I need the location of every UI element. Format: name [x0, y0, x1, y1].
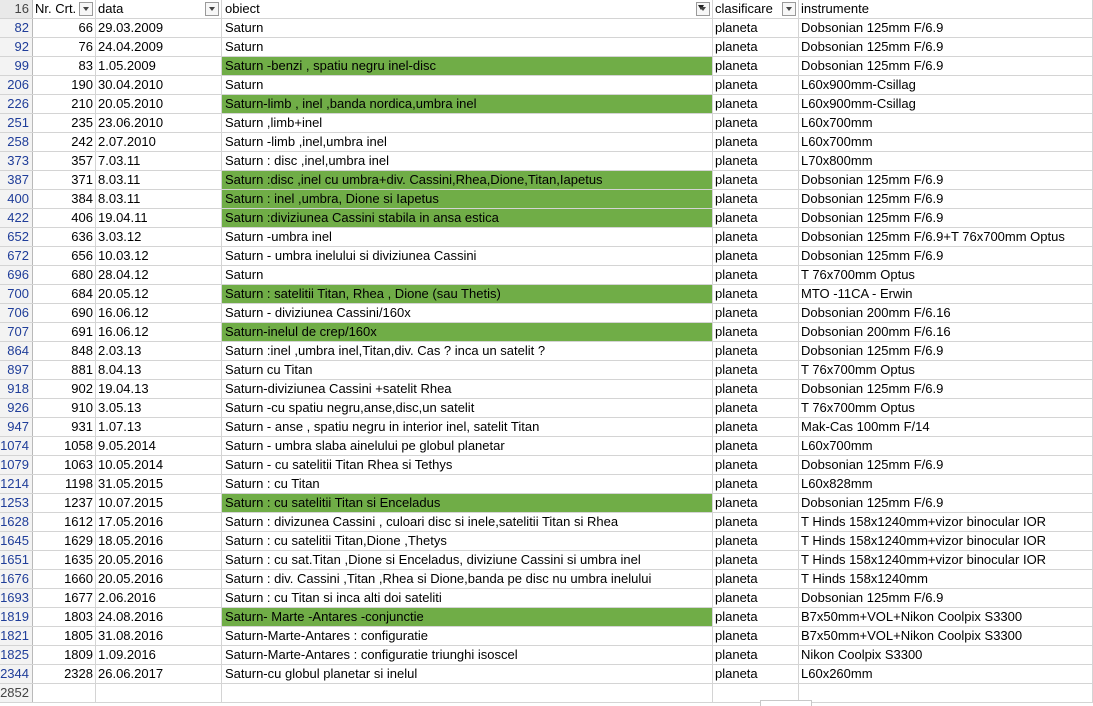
column-header-label: instrumente [801, 1, 869, 16]
cell-clasificare[interactable]: planeta [713, 418, 799, 436]
cell-instrumente[interactable]: L70x800mm [799, 152, 1093, 170]
cell-nr-crt[interactable]: 902 [33, 380, 96, 398]
table-row [0, 19, 1093, 38]
column-header-clasificare[interactable] [713, 0, 799, 18]
cell-instrumente[interactable]: Dobsonian 125mm F/6.9 [799, 456, 1093, 474]
row-header-cell[interactable]: 1214 [0, 475, 33, 493]
column-header-nr-crt[interactable] [33, 0, 96, 18]
cell[interactable] [33, 684, 96, 702]
row-header-cell[interactable]: 707 [0, 323, 33, 341]
cell[interactable] [96, 684, 222, 702]
cell-data[interactable]: 18.05.2016 [96, 532, 222, 550]
cell-instrumente[interactable]: L60x700mm [799, 133, 1093, 151]
row-header-cell[interactable]: 226 [0, 95, 33, 113]
cell-clasificare[interactable]: planeta [713, 589, 799, 607]
cell-data[interactable]: 24.08.2016 [96, 608, 222, 626]
cell-clasificare[interactable]: planeta [713, 380, 799, 398]
row-header-cell[interactable]: 400 [0, 190, 33, 208]
cell-obiect[interactable]: Saturn-limb , inel ,banda nordica,umbra inel [222, 95, 713, 113]
column-header-label: obiect [225, 1, 260, 16]
row-header-cell[interactable]: 1253 [0, 494, 33, 512]
table-row [0, 437, 1093, 456]
row-header-cell[interactable]: 1676 [0, 570, 33, 588]
cell-instrumente[interactable]: T Hinds 158x1240mm+vizor binocular IOR [799, 513, 1093, 531]
table-row [0, 418, 1093, 437]
cell-obiect[interactable]: Saturn -cu spatiu negru,anse,disc,un satelit [222, 399, 713, 417]
cell-obiect[interactable]: Saturn - umbra inelului si diviziunea Cassini [222, 247, 713, 265]
table-row [0, 475, 1093, 494]
cell-nr-crt[interactable]: 66 [33, 19, 96, 37]
cell-clasificare[interactable]: planeta [713, 646, 799, 664]
cell-clasificare[interactable]: planeta [713, 76, 799, 94]
row-header-cell[interactable]: 696 [0, 266, 33, 284]
cell-obiect[interactable]: Saturn- Marte -Antares -conjunctie [222, 608, 713, 626]
cell-clasificare[interactable]: planeta [713, 437, 799, 455]
row-header-cell[interactable]: 99 [0, 57, 33, 75]
cell-clasificare[interactable]: planeta [713, 114, 799, 132]
cell-nr-crt[interactable]: 910 [33, 399, 96, 417]
cell-instrumente[interactable]: T Hinds 158x1240mm+vizor binocular IOR [799, 551, 1093, 569]
cell-nr-crt[interactable]: 1058 [33, 437, 96, 455]
cell-instrumente[interactable]: L60x900mm-Csillag [799, 95, 1093, 113]
table-row [0, 532, 1093, 551]
cell-instrumente[interactable]: L60x828mm [799, 475, 1093, 493]
cell-data[interactable]: 30.04.2010 [96, 76, 222, 94]
filter-dropdown-icon[interactable] [782, 2, 796, 16]
cell-clasificare[interactable]: planeta [713, 38, 799, 56]
row-header-cell[interactable]: 926 [0, 399, 33, 417]
cell-nr-crt[interactable]: 83 [33, 57, 96, 75]
table-row [0, 608, 1093, 627]
cell-instrumente[interactable]: Mak-Cas 100mm F/14 [799, 418, 1093, 436]
cell-instrumente[interactable]: T 76x700mm Optus [799, 399, 1093, 417]
row-header-cell[interactable]: 206 [0, 76, 33, 94]
cell-instrumente[interactable]: T Hinds 158x1240mm+vizor binocular IOR [799, 532, 1093, 550]
row-header-cell[interactable]: 1651 [0, 551, 33, 569]
row-header-cell[interactable]: 700 [0, 285, 33, 303]
cell-instrumente[interactable]: T Hinds 158x1240mm [799, 570, 1093, 588]
cell-obiect[interactable]: Saturn -umbra inel [222, 228, 713, 246]
cell-data[interactable]: 8.03.11 [96, 171, 222, 189]
cell-clasificare[interactable]: planeta [713, 247, 799, 265]
cell-data[interactable]: 2.07.2010 [96, 133, 222, 151]
table-row [0, 171, 1093, 190]
cell-instrumente[interactable]: Nikon Coolpix S3300 [799, 646, 1093, 664]
cell-clasificare[interactable]: planeta [713, 456, 799, 474]
cell-clasificare[interactable]: planeta [713, 494, 799, 512]
cell-nr-crt[interactable]: 691 [33, 323, 96, 341]
cell-clasificare[interactable]: planeta [713, 323, 799, 341]
last-row [0, 684, 1093, 703]
row-header-cell[interactable]: 373 [0, 152, 33, 170]
row-header-cell[interactable]: 918 [0, 380, 33, 398]
cell-instrumente[interactable]: Dobsonian 125mm F/6.9 [799, 190, 1093, 208]
column-header-instrumente[interactable] [799, 0, 1093, 18]
cell-clasificare[interactable]: planeta [713, 361, 799, 379]
row-header-cell[interactable]: 16 [0, 0, 33, 18]
cell-instrumente[interactable]: L60x700mm [799, 114, 1093, 132]
cell-obiect[interactable]: Saturn - diviziunea Cassini/160x [222, 304, 713, 322]
cell-obiect[interactable]: Saturn -benzi , spatiu negru inel-disc [222, 57, 713, 75]
cell-clasificare[interactable]: planeta [713, 627, 799, 645]
cell-obiect[interactable]: Saturn :inel ,umbra inel,Titan,div. Cas ? inca un satelit ? [222, 342, 713, 360]
table-row [0, 114, 1093, 133]
column-header-label: data [98, 1, 124, 16]
row-header-cell[interactable]: 251 [0, 114, 33, 132]
cell-obiect[interactable]: Saturn-inelul de crep/160x [222, 323, 713, 341]
cell-nr-crt[interactable]: 2328 [33, 665, 96, 683]
table-row [0, 589, 1093, 608]
cell-obiect[interactable]: Saturn [222, 38, 713, 56]
cell-nr-crt[interactable]: 357 [33, 152, 96, 170]
cell-obiect[interactable]: Saturn : cu sat.Titan ,Dione si Enceladus, diviziune Cassini si umbra inel [222, 551, 713, 569]
cell-nr-crt[interactable]: 1612 [33, 513, 96, 531]
cell-instrumente[interactable]: Dobsonian 125mm F/6.9 [799, 247, 1093, 265]
cell-nr-crt[interactable]: 1237 [33, 494, 96, 512]
cell-nr-crt[interactable]: 656 [33, 247, 96, 265]
cell-clasificare[interactable]: planeta [713, 190, 799, 208]
cell-data[interactable]: 20.05.2016 [96, 570, 222, 588]
cell-nr-crt[interactable]: 1809 [33, 646, 96, 664]
data-rows [0, 19, 1093, 684]
cell-data[interactable]: 28.04.12 [96, 266, 222, 284]
cell-instrumente[interactable]: T 76x700mm Optus [799, 266, 1093, 284]
table-row [0, 38, 1093, 57]
cell-obiect[interactable]: Saturn : cu satelitii Titan si Enceladus [222, 494, 713, 512]
cell-clasificare[interactable]: planeta [713, 152, 799, 170]
cell-data[interactable]: 3.05.13 [96, 399, 222, 417]
cell[interactable] [799, 684, 1093, 702]
cell-instrumente[interactable]: T 76x700mm Optus [799, 361, 1093, 379]
cell-data[interactable]: 16.06.12 [96, 304, 222, 322]
cell-data[interactable]: 29.03.2009 [96, 19, 222, 37]
cell-nr-crt[interactable]: 680 [33, 266, 96, 284]
cell-data[interactable]: 10.03.12 [96, 247, 222, 265]
cell-data[interactable]: 2.06.2016 [96, 589, 222, 607]
cell-obiect[interactable]: Saturn-diviziunea Cassini +satelit Rhea [222, 380, 713, 398]
table-row [0, 570, 1093, 589]
table-row [0, 228, 1093, 247]
cell-nr-crt[interactable]: 1198 [33, 475, 96, 493]
row-header-cell[interactable]: 706 [0, 304, 33, 322]
filter-active-icon[interactable] [696, 2, 710, 16]
table-row [0, 57, 1093, 76]
cell-clasificare[interactable]: planeta [713, 19, 799, 37]
cell-clasificare[interactable]: planeta [713, 57, 799, 75]
cell-nr-crt[interactable]: 235 [33, 114, 96, 132]
cell-instrumente[interactable]: B7x50mm+VOL+Nikon Coolpix S3300 [799, 608, 1093, 626]
cell-obiect[interactable]: Saturn : div. Cassini ,Titan ,Rhea si Dione,banda pe disc nu umbra inelului [222, 570, 713, 588]
cell-instrumente[interactable]: Dobsonian 125mm F/6.9 [799, 342, 1093, 360]
cell-instrumente[interactable]: L60x700mm [799, 437, 1093, 455]
cell-nr-crt[interactable]: 1805 [33, 627, 96, 645]
row-header-cell[interactable]: 1819 [0, 608, 33, 626]
row-header-cell[interactable]: 422 [0, 209, 33, 227]
table-row [0, 513, 1093, 532]
row-header-cell[interactable]: 1825 [0, 646, 33, 664]
row-header-cell[interactable]: 947 [0, 418, 33, 436]
cell-data[interactable]: 31.05.2015 [96, 475, 222, 493]
cell-clasificare[interactable]: planeta [713, 342, 799, 360]
cell-obiect[interactable]: Saturn : satelitii Titan, Rhea , Dione (sau Thetis) [222, 285, 713, 303]
cell-data[interactable]: 1.09.2016 [96, 646, 222, 664]
cell-instrumente[interactable]: Dobsonian 125mm F/6.9+T 76x700mm Optus [799, 228, 1093, 246]
cell-nr-crt[interactable]: 384 [33, 190, 96, 208]
cell-data[interactable]: 3.03.12 [96, 228, 222, 246]
cell-obiect[interactable]: Saturn : disc ,inel,umbra inel [222, 152, 713, 170]
cell-clasificare[interactable]: planeta [713, 171, 799, 189]
table-row [0, 323, 1093, 342]
cell-data[interactable]: 1.05.2009 [96, 57, 222, 75]
row-header-cell[interactable]: 258 [0, 133, 33, 151]
table-row [0, 190, 1093, 209]
table-row [0, 209, 1093, 228]
cell-nr-crt[interactable]: 406 [33, 209, 96, 227]
table-row [0, 646, 1093, 665]
sheet-tab-edge [760, 700, 812, 706]
column-header-data[interactable] [96, 0, 222, 18]
table-row [0, 342, 1093, 361]
row-header-cell[interactable]: 1693 [0, 589, 33, 607]
cell-data[interactable]: 8.04.13 [96, 361, 222, 379]
cell-clasificare[interactable]: planeta [713, 475, 799, 493]
cell-data[interactable]: 10.07.2015 [96, 494, 222, 512]
cell-data[interactable]: 24.04.2009 [96, 38, 222, 56]
cell-obiect[interactable]: Saturn-cu globul planetar si inelul [222, 665, 713, 683]
cell-nr-crt[interactable]: 1635 [33, 551, 96, 569]
cell-clasificare[interactable]: planeta [713, 513, 799, 531]
cell-clasificare[interactable]: planeta [713, 532, 799, 550]
cell-clasificare[interactable]: planeta [713, 304, 799, 322]
table-row [0, 361, 1093, 380]
cell-clasificare[interactable]: planeta [713, 570, 799, 588]
cell-obiect[interactable]: Saturn : inel ,umbra, Dione si Iapetus [222, 190, 713, 208]
cell-clasificare[interactable]: planeta [713, 266, 799, 284]
cell-nr-crt[interactable]: 931 [33, 418, 96, 436]
cell-nr-crt[interactable]: 242 [33, 133, 96, 151]
cell-data[interactable]: 1.07.13 [96, 418, 222, 436]
cell-clasificare[interactable]: planeta [713, 399, 799, 417]
header-row [0, 0, 1093, 19]
cell-obiect[interactable]: Saturn :disc ,inel cu umbra+div. Cassini,Rhea,Dione,Titan,Iapetus [222, 171, 713, 189]
cell-data[interactable]: 20.05.2010 [96, 95, 222, 113]
cell-instrumente[interactable]: L60x900mm-Csillag [799, 76, 1093, 94]
cell-obiect[interactable]: Saturn cu Titan [222, 361, 713, 379]
table-row [0, 152, 1093, 171]
cell-obiect[interactable]: Saturn :diviziunea Cassini stabila in ansa estica [222, 209, 713, 227]
cell-data[interactable]: 19.04.11 [96, 209, 222, 227]
cell-obiect[interactable]: Saturn-Marte-Antares : configuratie triunghi isoscel [222, 646, 713, 664]
cell-obiect[interactable]: Saturn-Marte-Antares : configuratie [222, 627, 713, 645]
cell-clasificare[interactable]: planeta [713, 551, 799, 569]
cell-obiect[interactable]: Saturn - anse , spatiu negru in interior inel, satelit Titan [222, 418, 713, 436]
table-row [0, 456, 1093, 475]
table-row [0, 627, 1093, 646]
row-header-cell[interactable]: 1079 [0, 456, 33, 474]
cell-nr-crt[interactable]: 210 [33, 95, 96, 113]
cell-obiect[interactable]: Saturn -limb ,inel,umbra inel [222, 133, 713, 151]
cell-data[interactable]: 26.06.2017 [96, 665, 222, 683]
cell-data[interactable]: 7.03.11 [96, 152, 222, 170]
cell-nr-crt[interactable]: 371 [33, 171, 96, 189]
cell-clasificare[interactable]: planeta [713, 608, 799, 626]
cell-instrumente[interactable]: Dobsonian 125mm F/6.9 [799, 171, 1093, 189]
cell-instrumente[interactable]: L60x260mm [799, 665, 1093, 683]
table-row [0, 133, 1093, 152]
row-header-cell[interactable]: 897 [0, 361, 33, 379]
cell-data[interactable]: 23.06.2010 [96, 114, 222, 132]
cell-clasificare[interactable]: planeta [713, 665, 799, 683]
cell-data[interactable]: 9.05.2014 [96, 437, 222, 455]
table-row [0, 304, 1093, 323]
column-header-obiect[interactable] [222, 0, 713, 18]
cell-clasificare[interactable]: planeta [713, 228, 799, 246]
cell-instrumente[interactable]: Dobsonian 125mm F/6.9 [799, 589, 1093, 607]
cell-obiect[interactable]: Saturn [222, 19, 713, 37]
cell-obiect[interactable]: Saturn [222, 266, 713, 284]
cell-nr-crt[interactable]: 1063 [33, 456, 96, 474]
table-row [0, 399, 1093, 418]
row-header-cell[interactable]: 1628 [0, 513, 33, 531]
cell-instrumente[interactable]: Dobsonian 125mm F/6.9 [799, 494, 1093, 512]
row-header-cell[interactable]: 1074 [0, 437, 33, 455]
cell-nr-crt[interactable]: 1677 [33, 589, 96, 607]
cell-clasificare[interactable]: planeta [713, 209, 799, 227]
cell-nr-crt[interactable]: 76 [33, 38, 96, 56]
table-row [0, 494, 1093, 513]
cell-instrumente[interactable]: Dobsonian 125mm F/6.9 [799, 209, 1093, 227]
cell-obiect[interactable]: Saturn : cu satelitii Titan,Dione ,Thetys [222, 532, 713, 550]
cell-obiect[interactable]: Saturn - umbra slaba ainelului pe globul planetar [222, 437, 713, 455]
cell-nr-crt[interactable]: 881 [33, 361, 96, 379]
cell-data[interactable]: 16.06.12 [96, 323, 222, 341]
cell-nr-crt[interactable]: 684 [33, 285, 96, 303]
cell-obiect[interactable]: Saturn [222, 76, 713, 94]
table-row [0, 247, 1093, 266]
cell-instrumente[interactable]: Dobsonian 125mm F/6.9 [799, 380, 1093, 398]
table-row [0, 76, 1093, 95]
row-header-cell[interactable]: 652 [0, 228, 33, 246]
table-row [0, 285, 1093, 304]
row-header-cell[interactable]: 1645 [0, 532, 33, 550]
cell-data[interactable]: 19.04.13 [96, 380, 222, 398]
cell-data[interactable]: 31.08.2016 [96, 627, 222, 645]
cell-nr-crt[interactable]: 1803 [33, 608, 96, 626]
cell-data[interactable]: 17.05.2016 [96, 513, 222, 531]
cell-data[interactable]: 20.05.12 [96, 285, 222, 303]
cell-obiect[interactable]: Saturn - cu satelitii Titan Rhea si Tethys [222, 456, 713, 474]
cell-data[interactable]: 8.03.11 [96, 190, 222, 208]
cell-obiect[interactable]: Saturn : cu Titan si inca alti doi sateliti [222, 589, 713, 607]
cell-instrumente[interactable]: Dobsonian 125mm F/6.9 [799, 19, 1093, 37]
cell-instrumente[interactable]: Dobsonian 200mm F/6.16 [799, 304, 1093, 322]
cell-instrumente[interactable]: Dobsonian 200mm F/6.16 [799, 323, 1093, 341]
row-header-cell[interactable]: 387 [0, 171, 33, 189]
cell-data[interactable]: 20.05.2016 [96, 551, 222, 569]
column-header-label: clasificare [715, 1, 773, 16]
table-row [0, 95, 1093, 114]
row-header-cell[interactable]: 82 [0, 19, 33, 37]
table-row [0, 665, 1093, 684]
filter-dropdown-icon[interactable] [79, 2, 93, 16]
column-header-label: Nr. Crt. [35, 1, 77, 16]
row-header-cell[interactable]: 92 [0, 38, 33, 56]
cell-instrumente[interactable]: MTO -11CA - Erwin [799, 285, 1093, 303]
cell-nr-crt[interactable]: 848 [33, 342, 96, 360]
row-header-cell[interactable]: 864 [0, 342, 33, 360]
cell-obiect[interactable]: Saturn : cu Titan [222, 475, 713, 493]
cell-instrumente[interactable]: Dobsonian 125mm F/6.9 [799, 38, 1093, 56]
cell-nr-crt[interactable]: 1660 [33, 570, 96, 588]
cell-instrumente[interactable]: Dobsonian 125mm F/6.9 [799, 57, 1093, 75]
table-row [0, 266, 1093, 285]
cell-clasificare[interactable]: planeta [713, 133, 799, 151]
row-header-cell[interactable]: 2344 [0, 665, 33, 683]
table-row [0, 380, 1093, 399]
table-row [0, 551, 1093, 570]
cell-nr-crt[interactable]: 690 [33, 304, 96, 322]
cell-clasificare[interactable]: planeta [713, 285, 799, 303]
cell-nr-crt[interactable]: 190 [33, 76, 96, 94]
cell[interactable] [222, 684, 713, 702]
cell-nr-crt[interactable]: 636 [33, 228, 96, 246]
cell-data[interactable]: 2.03.13 [96, 342, 222, 360]
cell-instrumente[interactable]: B7x50mm+VOL+Nikon Coolpix S3300 [799, 627, 1093, 645]
cell-nr-crt[interactable]: 1629 [33, 532, 96, 550]
cell-obiect[interactable]: Saturn ,limb+inel [222, 114, 713, 132]
cell-data[interactable]: 10.05.2014 [96, 456, 222, 474]
cell-clasificare[interactable]: planeta [713, 95, 799, 113]
row-header-cell[interactable]: 2852 [0, 684, 33, 702]
row-header-cell[interactable]: 1821 [0, 627, 33, 645]
cell-obiect[interactable]: Saturn : divizunea Cassini , culoari disc si inele,satelitii Titan si Rhea [222, 513, 713, 531]
filter-dropdown-icon[interactable] [205, 2, 219, 16]
row-header-cell[interactable]: 672 [0, 247, 33, 265]
